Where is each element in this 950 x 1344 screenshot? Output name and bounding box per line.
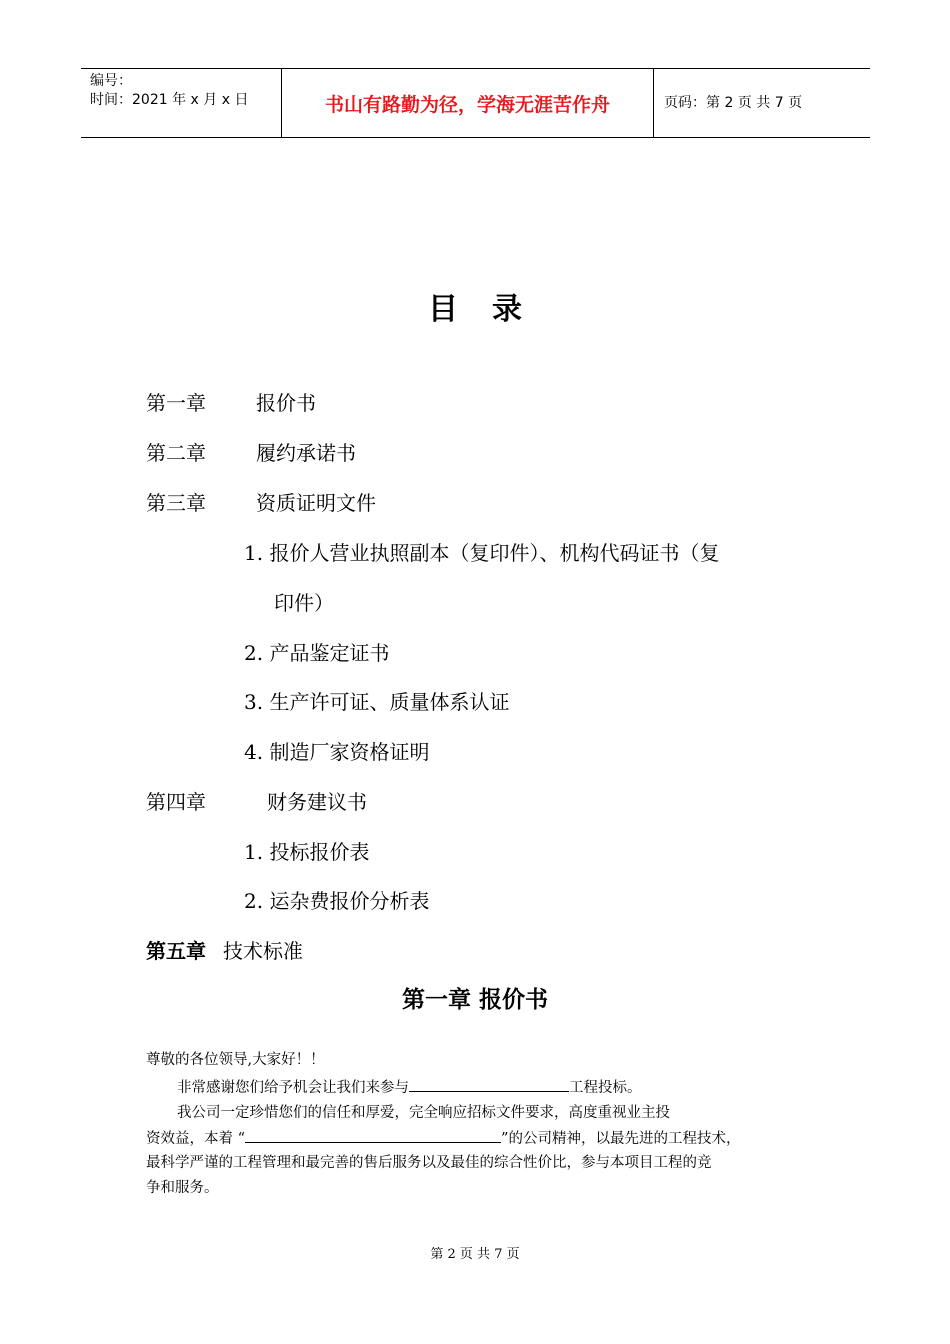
project-name-blank [409,1076,569,1092]
page-footer: 第 2 页 共 7 页 [430,1247,520,1262]
toc-subitem: 1. 报价人营业执照副本（复印件）、机构代码证书（复 [244,541,720,565]
toc-chapter-number: 第五章 [146,939,206,963]
paragraph-text: 资效益，本着 “ [146,1131,246,1147]
toc-subitem-continuation: 印件） [274,591,334,615]
toc-chapter-number: 第一章 [146,391,206,415]
document-time-label: 时间：2021 年 x 月 x 日 [90,92,249,108]
header-page-cell [654,69,870,137]
company-spirit-blank [245,1127,501,1143]
toc-chapter-title: 履约承诺书 [256,441,356,465]
toc-chapter-number: 第三章 [146,491,206,515]
paragraph-2-line-3: 最科学严谨的工程管理和最完善的售后服务以及最佳的综合性价比，参与本项目工程的竞 [146,1155,712,1171]
header-motto-cell [282,69,654,137]
page-header [81,68,870,138]
toc-chapter-title: 财务建议书 [267,790,367,814]
paragraph-1 [146,1076,827,1099]
header-meta-cell [81,69,282,137]
paragraph-2-line-1: 我公司一定珍惜您们的信任和厚爱，完全响应招标文件要求，高度重视业主投 [177,1105,670,1121]
toc-title: 目录 [428,292,556,327]
document-number-label: 编号： [90,73,132,89]
greeting-line: 尊敬的各位领导,大家好！！ [146,1052,325,1068]
paragraph-text: ”的公司精神，以最先进的工程技术， [501,1131,741,1147]
toc-subitem: 1. 投标报价表 [244,840,370,864]
toc-chapter-title: 资质证明文件 [256,491,376,515]
header-motto: 书山有路勤为径，学海无涯苦作舟 [324,94,610,116]
paragraph-text: 工程投标。 [569,1080,642,1096]
paragraph-text: 非常感谢您们给予机会让我们来参与 [177,1080,409,1096]
toc-subitem: 4. 制造厂家资格证明 [244,740,430,764]
header-page-info: 页码：第 2 页 共 7 页 [664,95,803,111]
toc-chapter-title: 报价书 [256,391,316,415]
paragraph-2-line-2 [146,1127,826,1150]
toc-subitem: 2. 运杂费报价分析表 [244,889,430,913]
toc-subitem: 2. 产品鉴定证书 [244,641,390,665]
toc-chapter-number: 第二章 [146,441,206,465]
toc-subitem: 3. 生产许可证、质量体系认证 [244,690,510,714]
paragraph-2-line-4: 争和服务。 [146,1180,219,1196]
chapter-heading: 第一章 报价书 [401,987,548,1013]
toc-chapter-title: 技术标准 [223,939,303,963]
toc-chapter-number: 第四章 [146,790,206,814]
